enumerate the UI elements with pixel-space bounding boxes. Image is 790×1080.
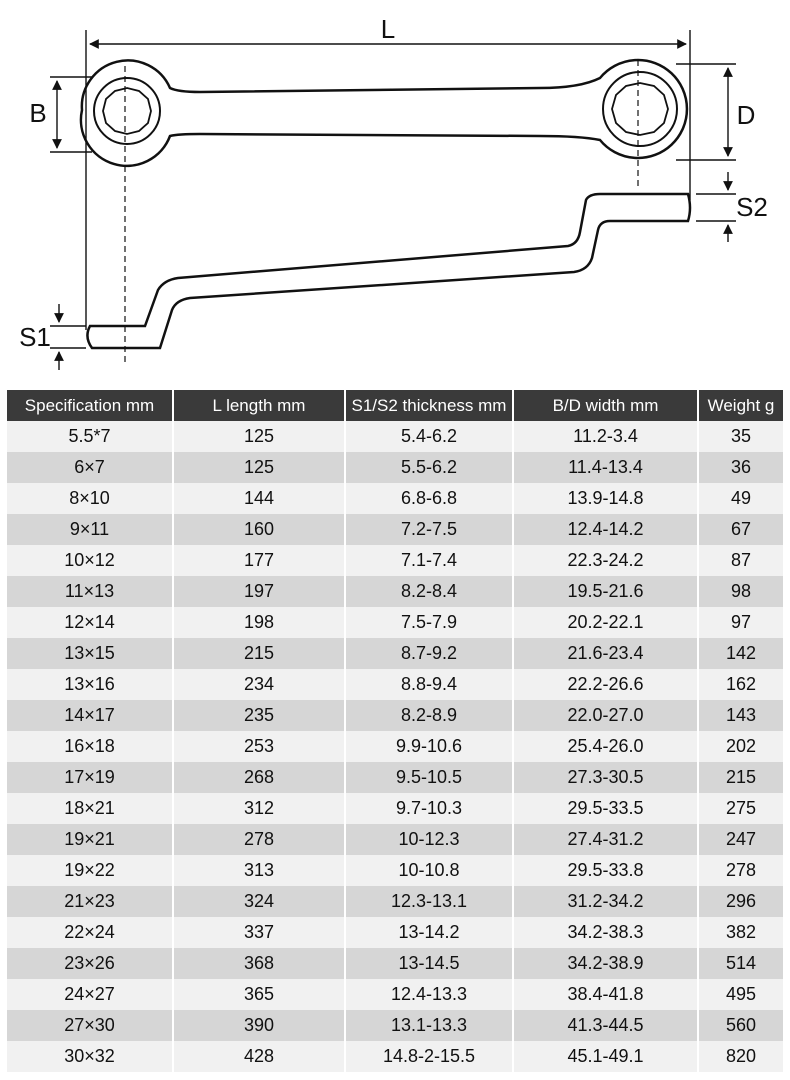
wrench-drawing: [0, 0, 790, 386]
cell-weight: 98: [698, 576, 783, 607]
cell-width: 12.4-14.2: [513, 514, 698, 545]
cell-length: 215: [173, 638, 345, 669]
table-row: [7, 700, 783, 731]
cell-width: 45.1-49.1: [513, 1041, 698, 1072]
table-row: [7, 1010, 783, 1041]
cell-thickness: 10-12.3: [345, 824, 513, 855]
label-B: B: [29, 98, 47, 128]
cell-width: 41.3-44.5: [513, 1010, 698, 1041]
spec-table-body: [7, 421, 783, 1072]
cell-length: 197: [173, 576, 345, 607]
table-row: [7, 793, 783, 824]
cell-specification: 9×11: [7, 514, 173, 545]
cell-length: 312: [173, 793, 345, 824]
cell-weight: 560: [698, 1010, 783, 1041]
table-row: [7, 1041, 783, 1072]
cell-weight: 820: [698, 1041, 783, 1072]
cell-thickness: 10-10.8: [345, 855, 513, 886]
cell-width: 11.2-3.4: [513, 421, 698, 452]
cell-width: 38.4-41.8: [513, 979, 698, 1010]
cell-specification: 6×7: [7, 452, 173, 483]
table-row: [7, 824, 783, 855]
cell-thickness: 7.1-7.4: [345, 545, 513, 576]
cell-length: 337: [173, 917, 345, 948]
cell-width: 13.9-14.8: [513, 483, 698, 514]
cell-width: 31.2-34.2: [513, 886, 698, 917]
cell-length: 253: [173, 731, 345, 762]
cell-specification: 11×13: [7, 576, 173, 607]
table-row: [7, 514, 783, 545]
table-row: [7, 731, 783, 762]
cell-thickness: 5.4-6.2: [345, 421, 513, 452]
cell-specification: 12×14: [7, 607, 173, 638]
cell-weight: 67: [698, 514, 783, 545]
cell-width: 27.4-31.2: [513, 824, 698, 855]
header-weight: Weight g: [698, 390, 783, 421]
cell-thickness: 8.7-9.2: [345, 638, 513, 669]
cell-specification: 8×10: [7, 483, 173, 514]
table-row: [7, 669, 783, 700]
cell-thickness: 5.5-6.2: [345, 452, 513, 483]
cell-specification: 5.5*7: [7, 421, 173, 452]
cell-thickness: 9.9-10.6: [345, 731, 513, 762]
cell-thickness: 8.2-8.9: [345, 700, 513, 731]
cell-weight: 142: [698, 638, 783, 669]
table-row: [7, 483, 783, 514]
cell-length: 177: [173, 545, 345, 576]
cell-weight: 97: [698, 607, 783, 638]
cell-length: 160: [173, 514, 345, 545]
cell-specification: 30×32: [7, 1041, 173, 1072]
cell-specification: 13×15: [7, 638, 173, 669]
cell-weight: 162: [698, 669, 783, 700]
cell-thickness: 13.1-13.3: [345, 1010, 513, 1041]
cell-length: 428: [173, 1041, 345, 1072]
cell-weight: 49: [698, 483, 783, 514]
cell-specification: 27×30: [7, 1010, 173, 1041]
cell-length: 390: [173, 1010, 345, 1041]
cell-width: 22.3-24.2: [513, 545, 698, 576]
header-width: B/D width mm: [513, 390, 698, 421]
spec-table: [7, 390, 783, 1072]
cell-specification: 22×24: [7, 917, 173, 948]
cell-weight: 202: [698, 731, 783, 762]
cell-weight: 514: [698, 948, 783, 979]
cell-specification: 16×18: [7, 731, 173, 762]
table-row: [7, 762, 783, 793]
header-specification: Specification mm: [7, 390, 173, 421]
cell-width: 27.3-30.5: [513, 762, 698, 793]
label-S1: S1: [19, 322, 51, 352]
cell-specification: 23×26: [7, 948, 173, 979]
table-row: [7, 917, 783, 948]
cell-specification: 19×22: [7, 855, 173, 886]
cell-weight: 382: [698, 917, 783, 948]
cell-length: 234: [173, 669, 345, 700]
cell-specification: 18×21: [7, 793, 173, 824]
spec-table-header: [7, 390, 783, 421]
cell-specification: 21×23: [7, 886, 173, 917]
header-thickness: S1/S2 thickness mm: [345, 390, 513, 421]
cell-width: 22.2-26.6: [513, 669, 698, 700]
cell-specification: 17×19: [7, 762, 173, 793]
dimension-lines: [50, 30, 736, 370]
cell-weight: 278: [698, 855, 783, 886]
table-row: [7, 452, 783, 483]
cell-specification: 13×16: [7, 669, 173, 700]
header-length: L length mm: [173, 390, 345, 421]
cell-weight: 275: [698, 793, 783, 824]
cell-weight: 296: [698, 886, 783, 917]
cell-width: 25.4-26.0: [513, 731, 698, 762]
cell-length: 324: [173, 886, 345, 917]
cell-length: 278: [173, 824, 345, 855]
wrench-top-view: [81, 60, 687, 166]
cell-length: 268: [173, 762, 345, 793]
wrench-dimension-diagram: [0, 0, 790, 386]
label-S2: S2: [736, 192, 768, 222]
cell-weight: 247: [698, 824, 783, 855]
center-lines: [125, 60, 638, 366]
cell-thickness: 6.8-6.8: [345, 483, 513, 514]
cell-width: 20.2-22.1: [513, 607, 698, 638]
cell-thickness: 13-14.2: [345, 917, 513, 948]
cell-thickness: 8.2-8.4: [345, 576, 513, 607]
cell-weight: 87: [698, 545, 783, 576]
cell-length: 144: [173, 483, 345, 514]
label-L: L: [380, 14, 396, 44]
cell-weight: 215: [698, 762, 783, 793]
cell-width: 11.4-13.4: [513, 452, 698, 483]
cell-weight: 143: [698, 700, 783, 731]
cell-width: 29.5-33.5: [513, 793, 698, 824]
cell-thickness: 8.8-9.4: [345, 669, 513, 700]
cell-length: 125: [173, 452, 345, 483]
cell-width: 22.0-27.0: [513, 700, 698, 731]
table-row: [7, 576, 783, 607]
cell-width: 21.6-23.4: [513, 638, 698, 669]
cell-width: 34.2-38.9: [513, 948, 698, 979]
table-row: [7, 607, 783, 638]
table-row: [7, 545, 783, 576]
table-row: [7, 855, 783, 886]
cell-length: 368: [173, 948, 345, 979]
table-row: [7, 948, 783, 979]
cell-thickness: 9.5-10.5: [345, 762, 513, 793]
table-row: [7, 638, 783, 669]
cell-thickness: 7.5-7.9: [345, 607, 513, 638]
label-D: D: [736, 100, 756, 130]
cell-weight: 36: [698, 452, 783, 483]
cell-length: 125: [173, 421, 345, 452]
cell-thickness: 12.4-13.3: [345, 979, 513, 1010]
cell-thickness: 7.2-7.5: [345, 514, 513, 545]
cell-weight: 495: [698, 979, 783, 1010]
cell-width: 34.2-38.3: [513, 917, 698, 948]
cell-length: 365: [173, 979, 345, 1010]
cell-length: 198: [173, 607, 345, 638]
wrench-side-view: [87, 194, 690, 348]
cell-weight: 35: [698, 421, 783, 452]
cell-length: 313: [173, 855, 345, 886]
table-row: [7, 886, 783, 917]
cell-specification: 19×21: [7, 824, 173, 855]
cell-thickness: 13-14.5: [345, 948, 513, 979]
cell-thickness: 14.8-2-15.5: [345, 1041, 513, 1072]
cell-width: 29.5-33.8: [513, 855, 698, 886]
cell-specification: 24×27: [7, 979, 173, 1010]
table-row: [7, 979, 783, 1010]
cell-thickness: 12.3-13.1: [345, 886, 513, 917]
cell-specification: 10×12: [7, 545, 173, 576]
cell-width: 19.5-21.6: [513, 576, 698, 607]
cell-thickness: 9.7-10.3: [345, 793, 513, 824]
cell-specification: 14×17: [7, 700, 173, 731]
cell-length: 235: [173, 700, 345, 731]
table-row: [7, 421, 783, 452]
